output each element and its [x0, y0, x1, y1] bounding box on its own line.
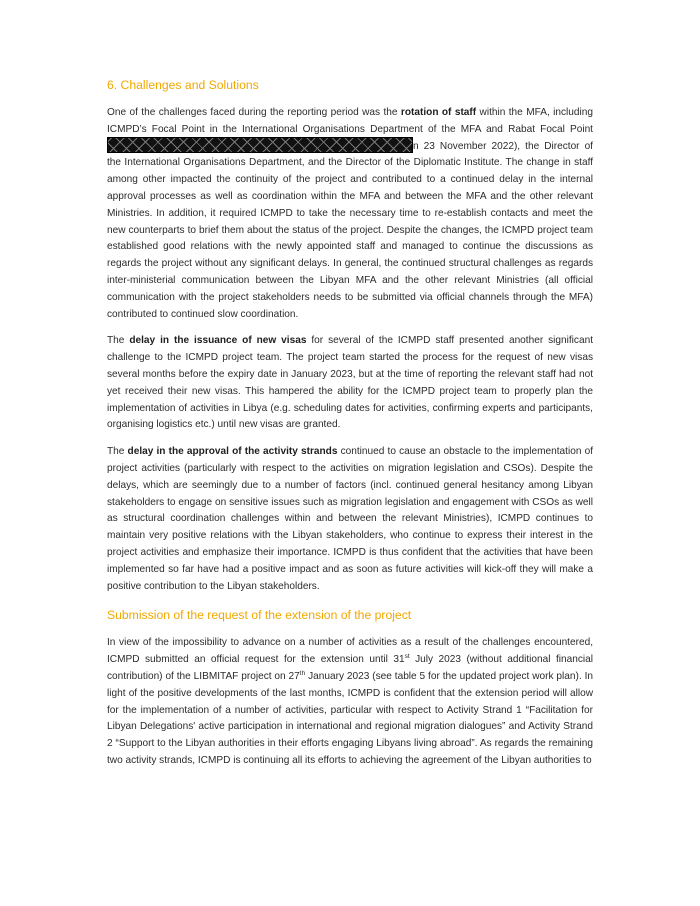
bold-phrase: delay in the approval of the activity strands: [127, 446, 338, 458]
redaction-block: [107, 137, 413, 153]
superscript: st: [404, 653, 410, 661]
text-run: The: [107, 335, 130, 347]
text-run: n 23 November 2022), the Director of the International Organisations Department, and the Director of the Diplomatic Institute. The change in staff among other impacted the continuity of the project and contributed to a continued delay in the internal approval processes as well as coordination within the MFA and between the MFA and the other relevant Ministries. In addition, it required ICMPD to take the necessary time to re-establish contacts and meet the new counterparts to brief them about the status of the project. Despite the changes, the ICMPD project team established good relations with the newly appointed staff and managed to continue the discussions as regards the project without any significant delays. In general, the continued structural challenges as regards inter-ministerial communication between the Libyan MFA and the other relevant Ministries (all official communication with the project stakeholders needs to be submitted via official channels through the MFA) contributed to continued slow coordination.: [107, 140, 593, 320]
bold-phrase: delay in the issuance of new visas: [129, 335, 307, 347]
paragraph-visa-delay: [107, 333, 593, 434]
paragraph-extension-request: [107, 635, 593, 769]
text-run: continued to cause an obstacle to the implementation of project activities (particularly with respect to the activities on migration legislation and CSOs). Despite the delays, which are seemingly due to a number of factors (incl. continued general hesitancy among Libyan stakeholders to engage on sensitive issues such as migration legislation and engagement with CSOs as well as structural coordination challenges within and between the relevant Ministries), ICMPD continues to maintain very positive relations with the Libyan stakeholders, who continue to express their interest in the project activities and emphasize their importance. ICMPD is thus confident that the activities that have been implemented so far have had a positive impact and as soon as future activities will kick-off they will make a positive contribution to the Libyan stakeholders.: [107, 446, 593, 592]
text-run: January 2023 (see table 5 for the updated project work plan). In light of the positive developments of the last months, ICMPD is confident that the extension period will allow for the implementation of a number of activities, particular with respect to Activity Strand 1 “Facilitation for Libyan Delegations' active participation in international and regional migration dialogues” and Activity Strand 2 “Support to the Libyan authorities in their efforts engaging Libyans living abroad”. As regards the remaining two activity strands, ICMPD is continuing all its efforts to achieving the agreement of the Libyan authorities to: [107, 670, 593, 766]
text-run: In view of the impossibility to advance on a number of activities as a result of the challenges encountered, ICMPD submitted an official request for the extension until 31: [107, 637, 593, 666]
paragraph-rotation-of-staff: [107, 105, 593, 323]
page-content: [107, 76, 593, 780]
bold-phrase: rotation of staff: [400, 107, 477, 118]
paragraph-activity-strands: [107, 444, 593, 595]
text-run: for several of the ICMPD staff presented another significant challenge to the ICMPD project team. The project team started the process for the request of new visas several months before the expiry date in January 2023, but at the time of reporting the relevant staff had not yet received their new visas. This hampered the ability for the ICMPD project team to properly plan the implementation of activities in Libya (e.g. scheduling dates for activities, confirming experts and participants, organising logistics etc.) until new visas are granted.: [107, 335, 594, 431]
superscript: th: [299, 669, 306, 677]
text-run: The: [107, 446, 128, 458]
text-run: July 2023 (without additional financial contribution) of the LIBMITAF project on 27: [107, 654, 593, 682]
text-run: within the MFA, including ICMPD’s Focal Point in the International Organisations Department of the MFA and Rabat Focal Point: [107, 107, 593, 135]
text-run: One of the challenges faced during the reporting period was the: [107, 107, 401, 118]
section-heading-extension: Submission of the request of the extension of the project: [107, 608, 412, 623]
section-heading-challenges: 6. Challenges and Solutions: [107, 78, 259, 92]
